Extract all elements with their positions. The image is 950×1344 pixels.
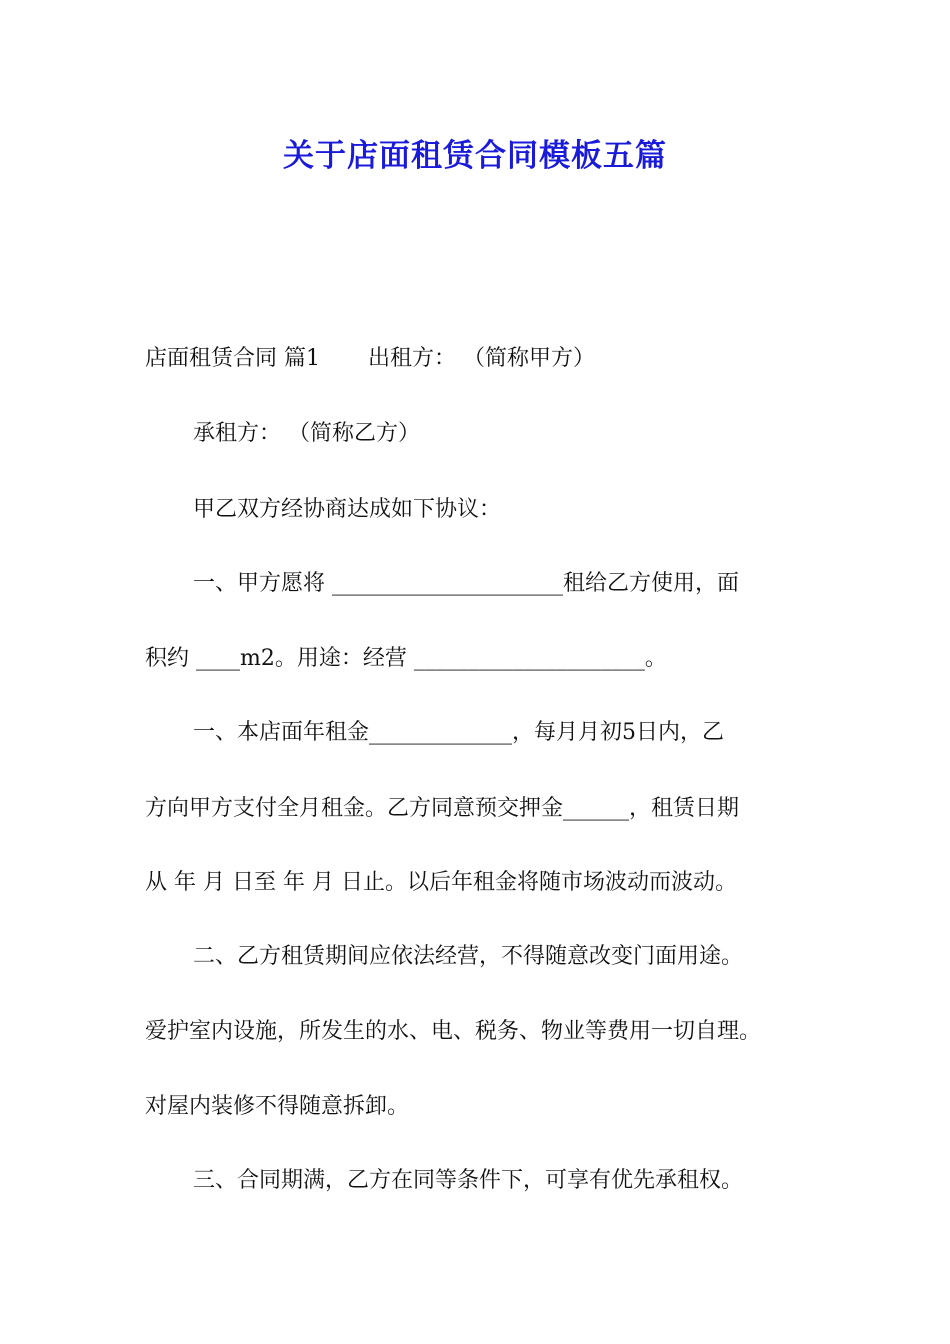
rent-clause-line-1: 一、本店面年租金_____________，每月月初5日内，乙 <box>193 720 724 745</box>
clause-1-line-1: 一、甲方愿将 _____________________租给乙方使用，面 <box>193 571 739 596</box>
contract-heading-line <box>145 344 595 374</box>
agreement-intro: 甲乙双方经协商达成如下协议： <box>193 497 502 522</box>
contract-section-label: 店面租赁合同 篇1 <box>145 346 320 371</box>
clause-1-line-2: 积约 ____m2。用途：经营 _____________________。 <box>145 646 667 671</box>
clause-3-line-1: 三、合同期满，乙方在同等条件下，可享有优先承租权。 <box>193 1168 744 1193</box>
clause-2-line-1: 二、乙方租赁期间应依法经营，不得随意改变门面用途。 <box>193 944 744 969</box>
lessor-line: 出租方： （简称甲方） <box>368 346 595 371</box>
rent-clause-line-3: 从 年 月 日至 年 月 日止。以后年租金将随市场波动而波动。 <box>145 870 737 895</box>
clause-2-line-3: 对屋内装修不得随意拆卸。 <box>145 1094 410 1119</box>
clause-2-line-2: 爱护室内设施，所发生的水、电、税务、物业等费用一切自理。 <box>145 1019 762 1044</box>
document-title: 关于店面租赁合同模板五篇 <box>283 138 667 174</box>
rent-clause-line-2: 方向甲方支付全月租金。乙方同意预交押金______，租赁日期 <box>145 796 740 821</box>
lessee-line: 承租方： （简称乙方） <box>193 421 420 446</box>
